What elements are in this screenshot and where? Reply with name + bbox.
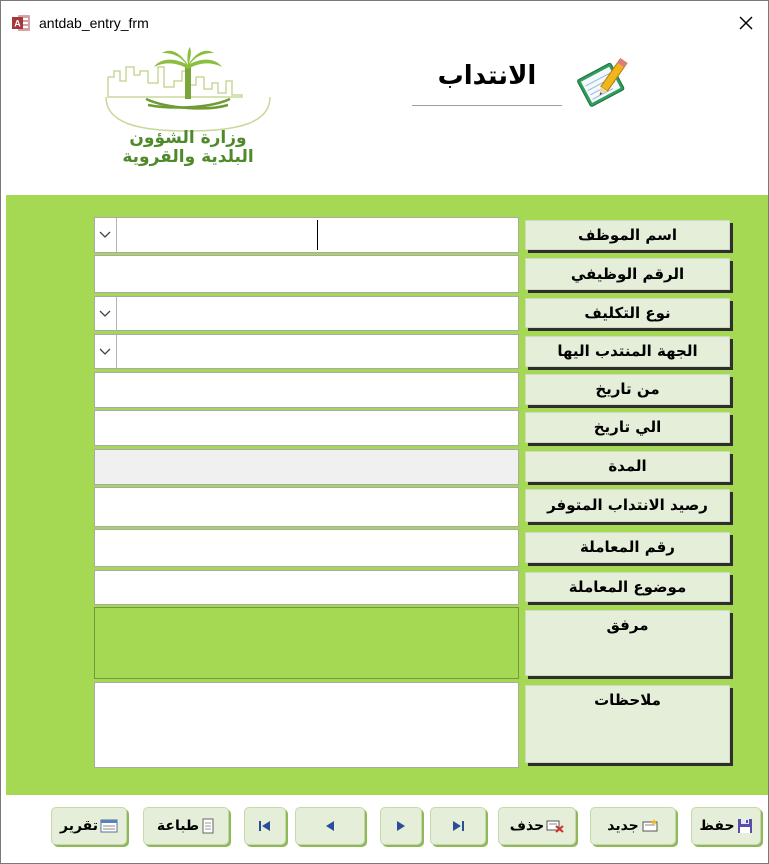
- assignment-type-combo[interactable]: [94, 296, 519, 331]
- assignment-type-label: نوع التكليف: [525, 298, 730, 328]
- new-record-icon: [641, 819, 659, 833]
- logo-text-line1: وزارة الشؤون: [129, 128, 247, 148]
- save-button[interactable]: [691, 807, 761, 845]
- first-record-button[interactable]: [244, 807, 286, 845]
- notes-label: ملاحظات: [525, 685, 730, 763]
- delete-button-label: حذف: [509, 818, 545, 834]
- to-date-label: الي تاريخ: [525, 412, 730, 443]
- duration-field: [94, 449, 519, 485]
- next-record-button[interactable]: [380, 807, 422, 845]
- delete-button[interactable]: [498, 807, 576, 845]
- report-button-label: تقرير: [60, 818, 99, 834]
- assignment-type-dropdown-button[interactable]: [95, 297, 117, 330]
- employee-name-label: اسم الموظف: [525, 220, 730, 250]
- form-header: [6, 43, 768, 195]
- transaction-subject-label: موضوع المعاملة: [525, 572, 730, 602]
- report-icon: [100, 819, 118, 833]
- employee-name-dropdown-button[interactable]: [95, 218, 117, 252]
- svg-text:A: A: [14, 18, 21, 29]
- transaction-number-label: رقم المعاملة: [525, 532, 730, 563]
- save-disk-icon: [737, 818, 753, 834]
- balance-label: رصيد الانتداب المتوفر: [525, 489, 730, 522]
- balance-input[interactable]: [94, 487, 519, 527]
- chevron-down-icon: [99, 310, 111, 318]
- previous-record-button[interactable]: [295, 807, 365, 845]
- new-button-label: جديد: [607, 818, 639, 834]
- chevron-down-icon: [99, 231, 111, 239]
- destination-dropdown-button[interactable]: [95, 335, 117, 368]
- destination-combo[interactable]: [94, 334, 519, 369]
- attachment-box[interactable]: [94, 607, 519, 679]
- close-icon[interactable]: [734, 11, 758, 35]
- transaction-subject-input[interactable]: [94, 570, 519, 605]
- to-date-input[interactable]: [94, 410, 519, 446]
- destination-label: الجهة المنتدب اليها: [525, 336, 730, 367]
- title-bar: [1, 1, 768, 43]
- print-button[interactable]: [143, 807, 229, 845]
- title-underline: [412, 105, 562, 106]
- text-caret: [317, 220, 318, 250]
- new-button[interactable]: [590, 807, 676, 845]
- previous-record-icon: [325, 820, 335, 832]
- access-app-icon: [12, 14, 31, 32]
- next-record-icon: [396, 820, 406, 832]
- employee-name-combo[interactable]: [94, 217, 519, 253]
- notepad-pencil-icon: [571, 55, 635, 115]
- last-record-icon: [451, 820, 465, 832]
- first-record-icon: [258, 820, 272, 832]
- print-icon: [201, 818, 215, 834]
- from-date-input[interactable]: [94, 372, 519, 408]
- employee-number-input[interactable]: [94, 255, 519, 293]
- logo-text-line2: البلدية والقروية: [122, 147, 254, 167]
- button-bar: [6, 795, 768, 863]
- employee-number-label: الرقم الوظيفي: [525, 258, 730, 290]
- save-button-label: حفظ: [699, 818, 735, 834]
- notes-textarea[interactable]: [94, 682, 519, 768]
- delete-record-icon: [546, 819, 564, 833]
- last-record-button[interactable]: [430, 807, 486, 845]
- from-date-label: من تاريخ: [525, 374, 730, 405]
- window-title: antdab_entry_frm: [39, 15, 149, 31]
- attachment-label: مرفق: [525, 610, 730, 676]
- ministry-logo: [98, 47, 280, 167]
- form-title: الانتداب: [437, 61, 537, 91]
- duration-label: المدة: [525, 451, 730, 482]
- print-button-label: طباعة: [156, 818, 200, 834]
- transaction-number-input[interactable]: [94, 529, 519, 567]
- chevron-down-icon: [99, 348, 111, 356]
- report-button[interactable]: [51, 807, 127, 845]
